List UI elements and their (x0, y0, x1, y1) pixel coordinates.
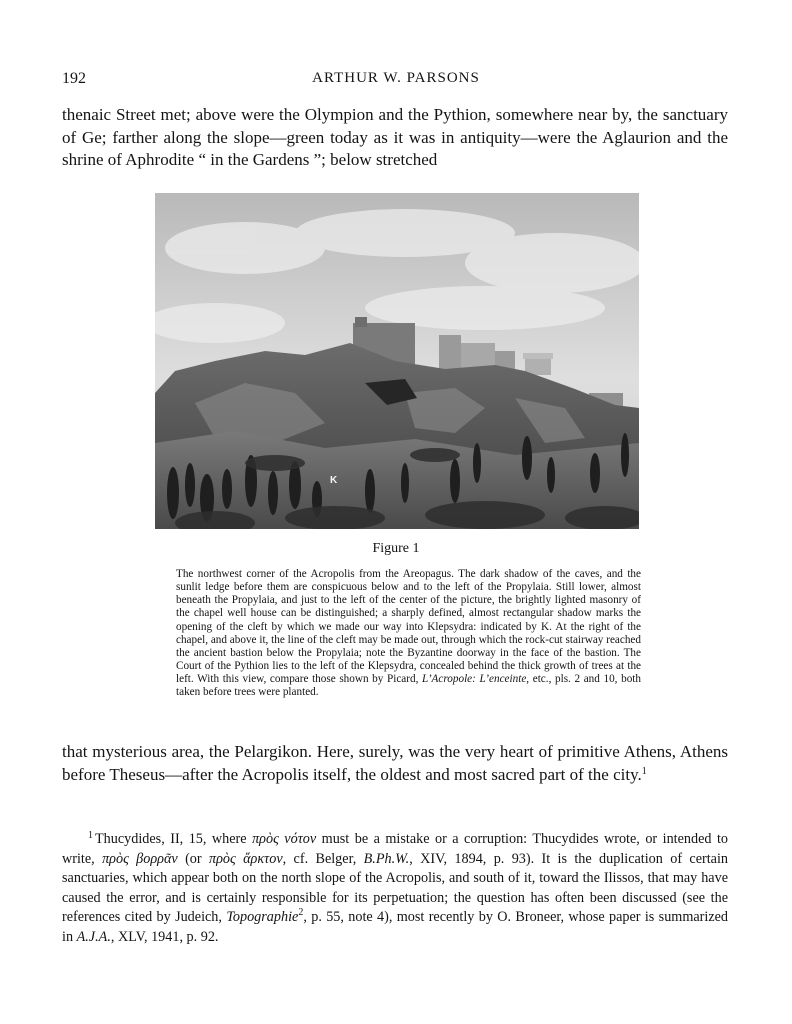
footnote-text: , p. 55, note 4), most recently by O. Broneer, whose paper is summarized in (62, 909, 729, 945)
body-paragraph-top: thenaic Street met; above were the Olympion and the Pythion, somewhere near by, the sanctuary of Ge; farther along the slope—green today as it was in antiquity—were the Aglaurion and the shrine of Aphrodite “ in the Gardens ”; below stretched (62, 105, 728, 169)
figure-label: Figure 1 (372, 541, 420, 556)
body-paragraph-bottom (62, 741, 728, 786)
footnote-text: , XIV, 1894, p. 93). It is the duplication of certain sanctuaries, which appear both on the north slope of the Acropolis, and south of it, toward the Ilissos, that may have caused the error, and is certainly responsible for its perpetuation; the question has often been discussed (see the references cited by Judeich, (62, 850, 728, 925)
greek-phrase: πρὸς ἄρκτον (208, 850, 283, 867)
footnote (62, 826, 728, 947)
greek-phrase: πρὸς βορρᾶν (102, 850, 178, 867)
running-head: ARTHUR W. PARSONS (312, 70, 480, 86)
caption-text: The northwest corner of the Acropolis from the Areopagus. The dark shadow of the caves, and the sunlit ledge before them are conspicuous below and to the left of the Propylaia. Still lower, almost beneath the Propylaia, and just to the left of the center of the picture, the brightly lighted masonry of the chapel well house can be distinguished; a sharply defined, almost rectangular shadow marks the opening of the cleft by which we made our way into Klepsydra: indicated by K. At the right of the chapel, and above it, the line of the cleft may be made out, through which the rock-cut stairway reached the ancient bastion below the Propylaia; note the Byzantine doorway in the face of the bastion. The Court of the Pythion lies to the left of the Klepsydra, concealed behind the thick growth of trees at the left. With this view, compare those shown by Picard, (176, 568, 641, 686)
figure-caption (176, 568, 641, 700)
book-title: Topographie (226, 909, 299, 925)
body-paragraph-text: that mysterious area, the Pelargikon. Here, surely, was the very heart of primitive Athens, Athens before Theseus—after the Acropolis itself, the oldest and most sacred part of the city. (62, 742, 728, 784)
greek-phrase: πρὸς νότον (252, 831, 317, 847)
journal-title: A.J.A. (76, 928, 111, 945)
photo-marker-k: K (330, 475, 338, 486)
caption-book-title: L’Acropole: L’enceinte (422, 673, 527, 686)
journal-title: B.Ph.W. (363, 850, 410, 867)
caption-text-end: , etc., pls. 2 and 10, both taken before trees were planted. (176, 673, 641, 699)
page-number: 192 (62, 70, 86, 87)
footnote-text: (or (185, 850, 202, 867)
acropolis-photograph (155, 193, 639, 529)
footnote-reference: 1 (641, 765, 647, 777)
edition-superscript: 2 (298, 907, 304, 918)
footnote-text: Thucydides, II, 15, where (95, 831, 247, 847)
footnote-text: must be a mistake or a corruption: Thucydides wrote, or intended to write, (62, 831, 728, 867)
footnote-text: , cf. Belger, (282, 850, 357, 867)
footnote-marker: 1 (88, 830, 93, 841)
footnote-text: , XLV, 1941, p. 92. (110, 928, 219, 945)
